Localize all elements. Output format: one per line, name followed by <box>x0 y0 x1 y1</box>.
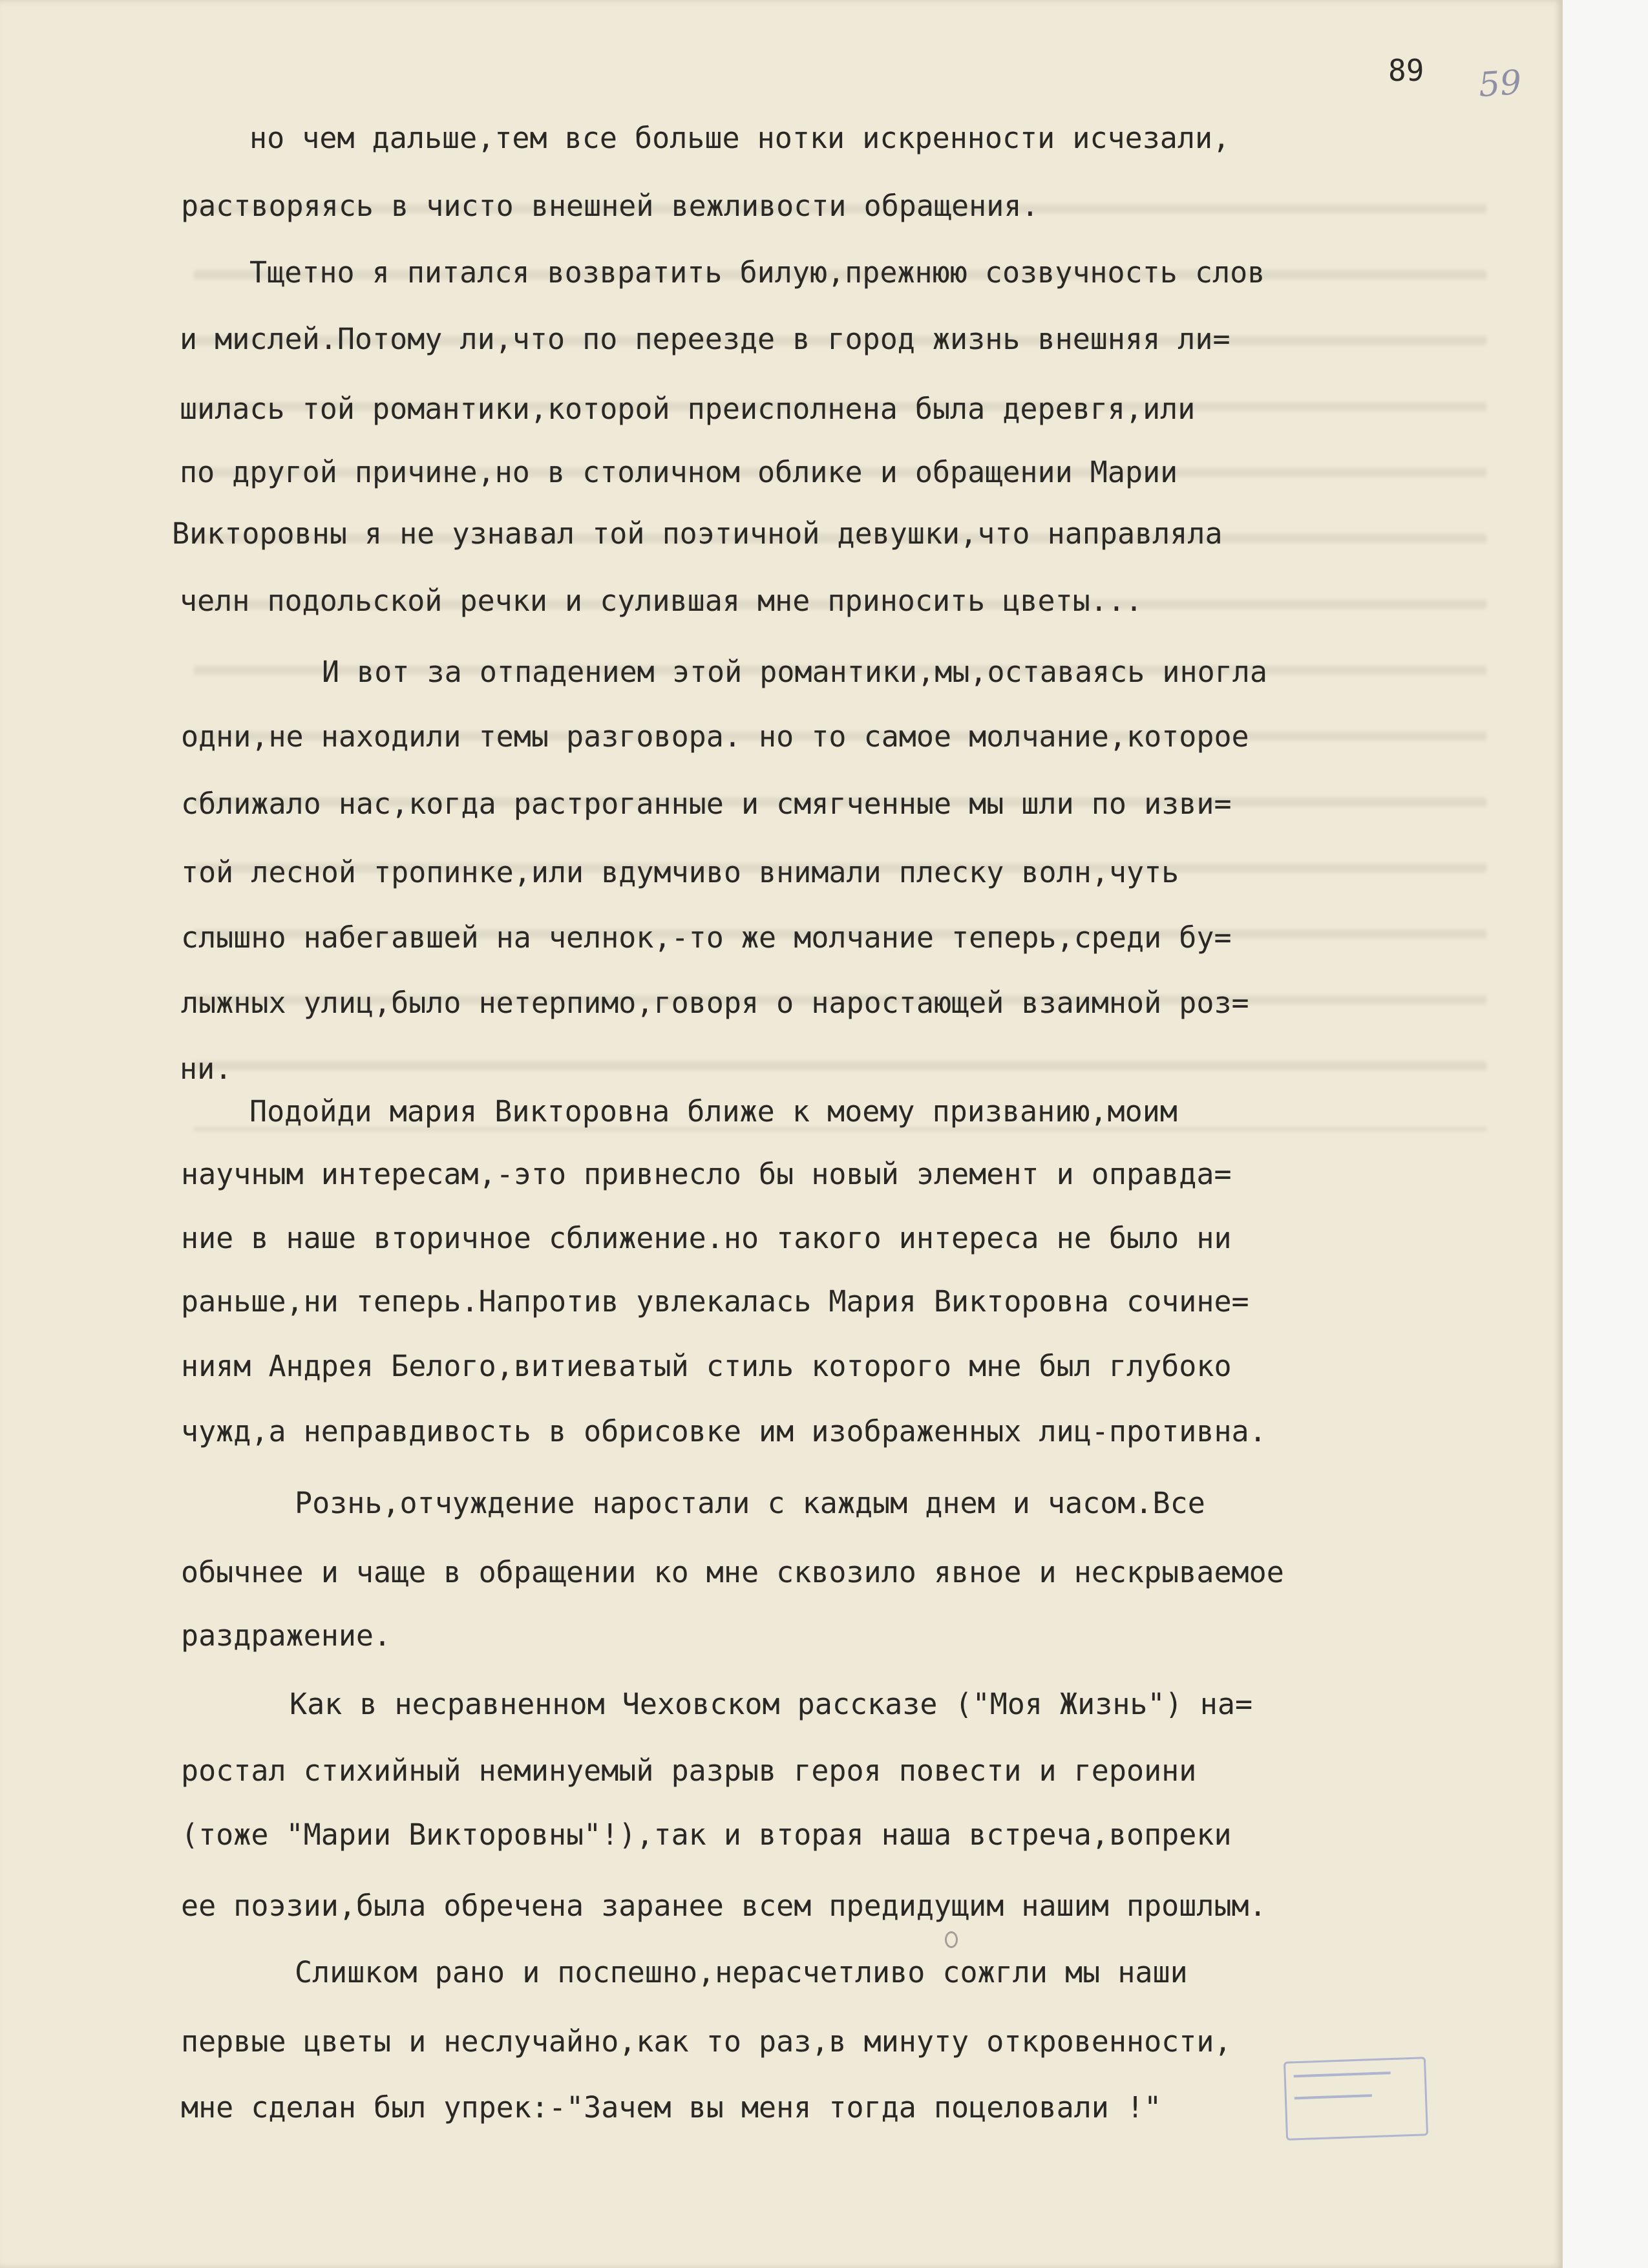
archive-stamp <box>1284 2057 1428 2141</box>
text-line: Как в несравненном Чеховском рассказе ("Моя Жизнь") на= <box>290 1687 1253 1721</box>
text-line: шилась той романтики,которой преисполнена была деревгя,или <box>180 392 1196 426</box>
text-line: растворяясь в чисто внешней вежливости обращения. <box>181 189 1039 223</box>
text-line: сближало нас,когда растроганные и смягченные мы шли по изви= <box>181 787 1232 821</box>
text-line: и мислей.Потому ли,что по переезде в город жизнь внешняя ли= <box>180 322 1231 356</box>
text-line: слышно набегавшей на челнок,-то же молчание теперь,среди бу= <box>181 920 1232 955</box>
text-line: Слишком рано и поспешно,нерасчетливо сожгли мы наши <box>295 1955 1188 1989</box>
ink-mark <box>945 1931 958 1948</box>
text-line: И вот за отпадением этой романтики,мы,оставаясь иногла <box>322 655 1267 689</box>
archive-page-number: 59 <box>1477 63 1523 105</box>
text-line: по другой причине,но в столичном облике и обращении Марии <box>180 455 1178 489</box>
text-line: научным интересам,-это привнесло бы новый элемент и оправда= <box>181 1157 1232 1191</box>
text-line: Подойди мария Викторовна ближе к моему призванию,моим <box>249 1094 1178 1129</box>
text-line: ее поэзии,была обречена заранее всем предидущим нашим прошлым. <box>181 1889 1267 1923</box>
text-line: (тоже "Марии Викторовны"!),так и вторая наша встреча,вопреки <box>181 1818 1232 1852</box>
text-line: ростал стихийный неминуемый разрыв героя повести и героини <box>181 1754 1197 1788</box>
text-line: Тщетно я питался возвратить билую,прежнюю созвучность слов <box>249 255 1265 290</box>
text-line: мне сделан был упрек:-"Зачем вы меня тогда поцеловали !" <box>181 2090 1162 2125</box>
text-line: лыжных улиц,было нетерпимо,говоря о наростающей взаимной роз= <box>181 986 1249 1020</box>
text-line: ни. <box>180 1052 233 1086</box>
background-edge <box>1563 0 1648 2268</box>
text-line: одни,не находили темы разговора. но то самое молчание,которое <box>181 719 1249 754</box>
text-line: обычнее и чаще в обращении ко мне сквозило явное и нескрываемое <box>181 1555 1284 1589</box>
text-line: раздражение. <box>181 1618 392 1653</box>
text-line: той лесной тропинке,или вдумчиво внимали плеску волн,чуть <box>181 855 1179 889</box>
text-line: челн подольской речки и сулившая мне приносить цветы... <box>180 584 1143 618</box>
text-line: ние в наше вторичное сближение.но такого интереса не было ни <box>181 1221 1232 1255</box>
page-number: 89 <box>1388 53 1424 88</box>
text-line: но чем дальше,тем все больше нотки искренности исчезали, <box>249 121 1231 155</box>
text-line: Рознь,отчуждение наростали с каждым днем и часом.Все <box>295 1486 1205 1520</box>
text-line: ниям Андрея Белого,витиеватый стиль которого мне был глубоко <box>181 1349 1232 1383</box>
text-line: первые цветы и неслучайно,как то раз,в минуту откровенности, <box>181 2024 1232 2059</box>
text-line: чужд,а неправдивость в обрисовке им изображенных лиц-противна. <box>181 1414 1267 1448</box>
text-line: Викторовны я не узнавал той поэтичной девушки,что направляла <box>172 516 1223 551</box>
text-line: раньше,ни теперь.Напротив увлекалась Мария Викторовна сочине= <box>181 1284 1249 1319</box>
